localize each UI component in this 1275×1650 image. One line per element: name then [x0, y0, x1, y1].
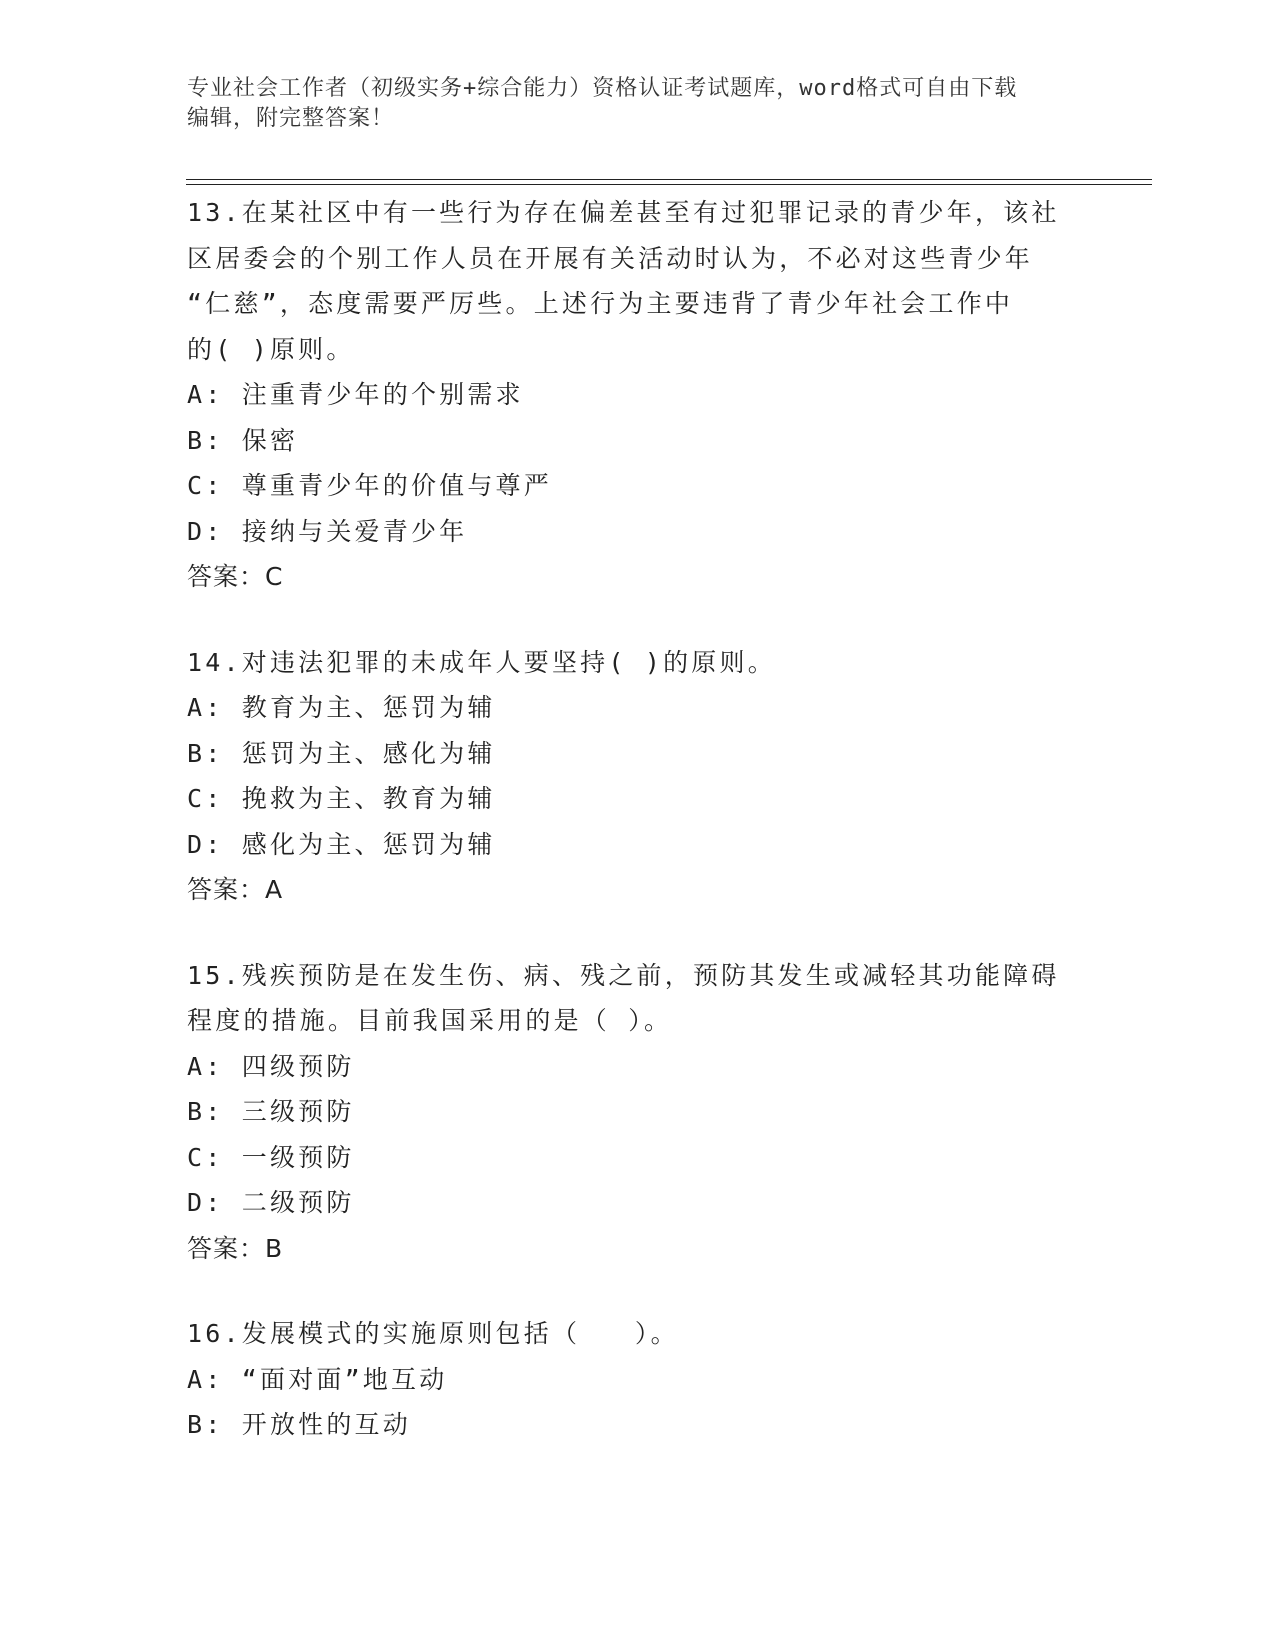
option-d: D: 二级预防 — [187, 1188, 355, 1217]
option-a: A: 注重青少年的个别需求 — [187, 380, 524, 409]
option-d: D: 感化为主、惩罚为辅 — [187, 829, 496, 859]
question-16 — [187, 1311, 1087, 1448]
question-14 — [187, 640, 1087, 913]
option-b: B: 保密 — [187, 425, 299, 455]
question-list — [187, 190, 1087, 1448]
answer-line: 答案：B — [187, 1233, 284, 1263]
question-13 — [187, 190, 1087, 600]
option-d: D: 接纳与关爱青少年 — [187, 516, 468, 546]
option-a: A: 教育为主、惩罚为辅 — [187, 693, 496, 722]
answer-line: 答案：A — [187, 875, 284, 904]
option-a: A: 四级预防 — [187, 1051, 355, 1081]
option-a: A: “面对面”地互动 — [187, 1364, 448, 1394]
question-stem-line: 16.发展模式的实施原则包括（ ）。 — [187, 1319, 679, 1348]
document-header — [187, 74, 1087, 134]
option-c: C: 一级预防 — [187, 1142, 355, 1172]
header-line-1: 专业社会工作者（初级实务+综合能力）资格认证考试题库，word格式可自由下载 — [187, 76, 1018, 101]
question-stem-line: 14.对违法犯罪的未成年人要坚持( )的原则。 — [187, 647, 776, 677]
option-c: C: 尊重青少年的价值与尊严 — [187, 471, 552, 500]
header-rule-top — [186, 179, 1152, 180]
question-stem-line: 的( )原则。 — [187, 334, 355, 364]
question-stem-line: 区居委会的个别工作人员在开展有关活动时认为，不必对这些青少年 — [187, 243, 1034, 273]
question-stem-line: “仁慈”，态度需要严厉些。上述行为主要违背了青少年社会工作中 — [187, 289, 1014, 318]
option-b: B: 惩罚为主、感化为辅 — [187, 738, 496, 768]
option-c: C: 挽救为主、教育为辅 — [187, 784, 496, 813]
question-stem-line: 13.在某社区中有一些行为存在偏差甚至有过犯罪记录的青少年，该社 — [187, 198, 1060, 227]
question-15 — [187, 953, 1087, 1272]
header-line-2: 编辑，附完整答案！ — [187, 106, 395, 131]
option-b: B: 三级预防 — [187, 1097, 355, 1126]
question-stem-line: 15.残疾预防是在发生伤、病、残之前，预防其发生或减轻其功能障碍 — [187, 960, 1060, 990]
option-b: B: 开放性的互动 — [187, 1410, 411, 1439]
header-rule-bottom — [186, 184, 1152, 185]
answer-line: 答案：C — [187, 562, 284, 591]
question-stem-line: 程度的措施。目前我国采用的是（ ）。 — [187, 1006, 673, 1035]
